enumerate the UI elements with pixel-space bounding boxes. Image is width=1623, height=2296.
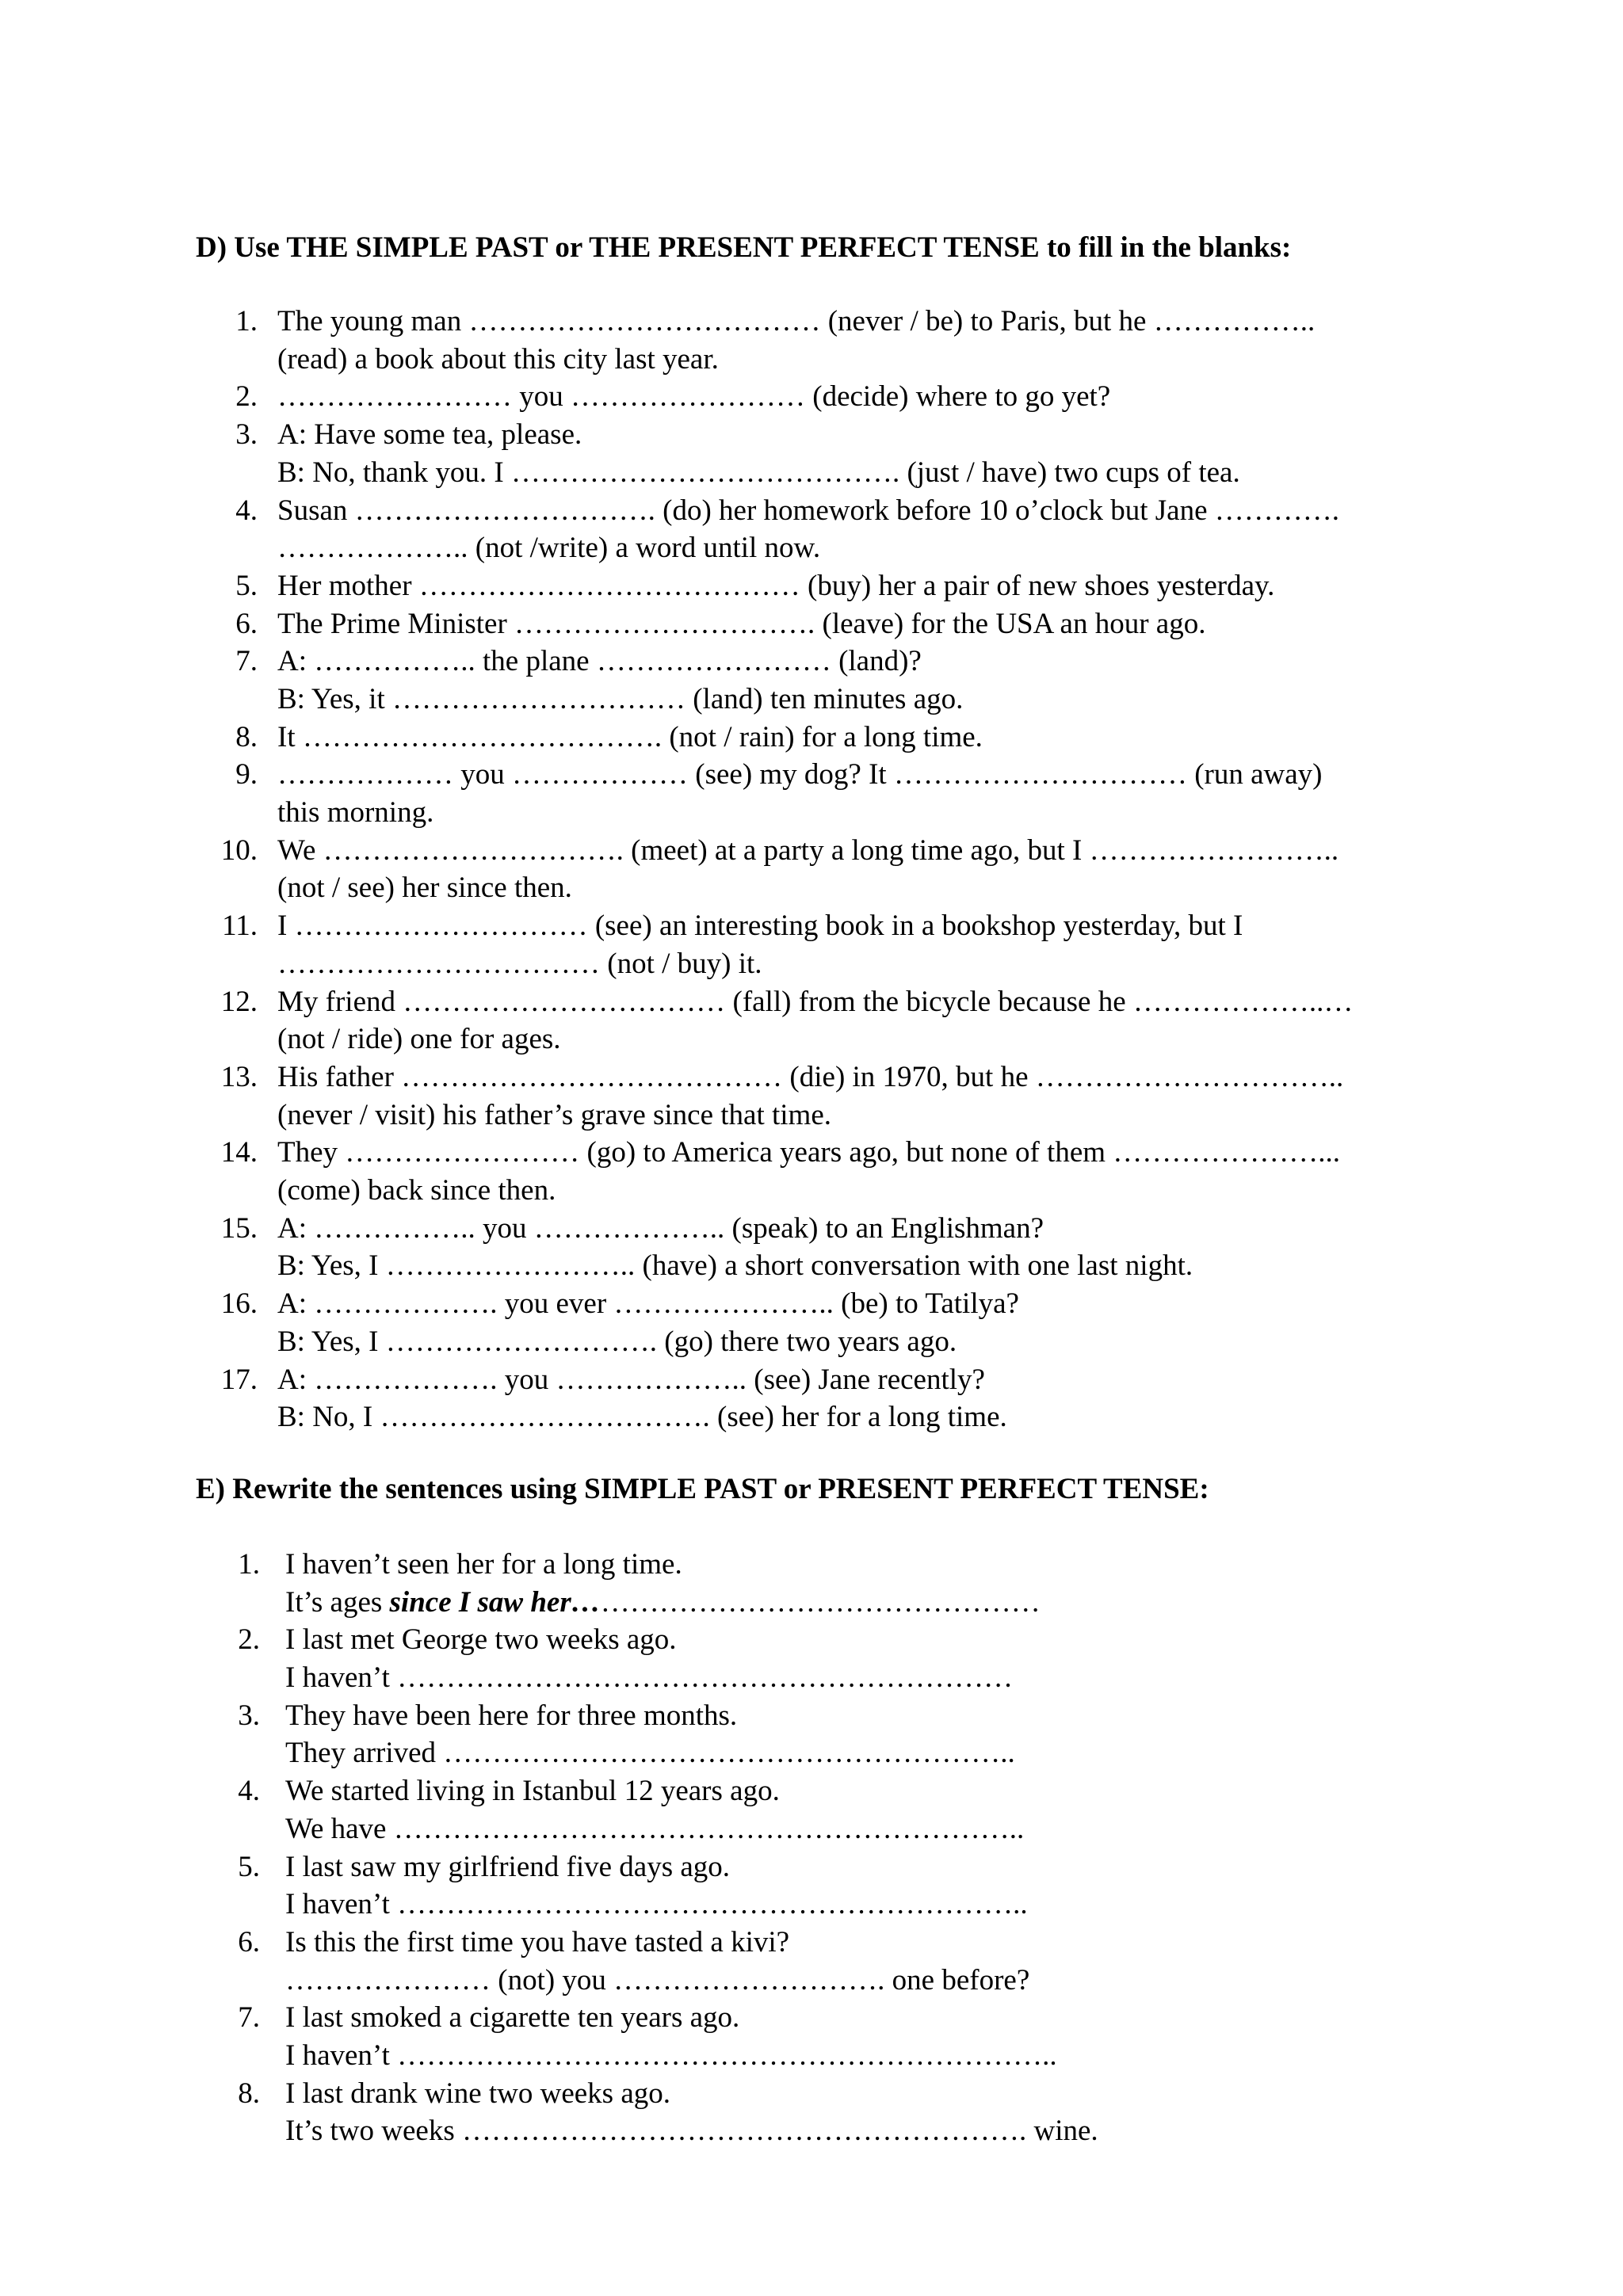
item-number: 10. (220, 833, 258, 867)
item-number: 14. (220, 1136, 258, 1169)
section-d-heading: D) Use THE SIMPLE PAST or THE PRESENT PERFECT TENSE to fill in the blanks: (196, 231, 1292, 264)
item-line: A: Have some tea, please. (277, 418, 582, 452)
item-line: Is this the first time you have tasted a kivi? (285, 1926, 790, 1958)
item-line: B: Yes, it ………………………… (land) ten minutes ago. (277, 682, 964, 715)
item-number: 8. (238, 2077, 260, 2110)
item-line: (not / see) her since then. (277, 871, 572, 905)
item-number: 1. (235, 305, 258, 338)
item-number: 6. (238, 1926, 260, 1958)
item-number: 5. (238, 1850, 260, 1883)
item-line: …………………………… (not / buy) it. (277, 947, 762, 980)
item-line: They have been here for three months. (285, 1699, 738, 1732)
item-line: A: ………………. you ever ………………….. (be) to Tatilya? (277, 1287, 1019, 1321)
item-line: The Prime Minister …………………………. (leave) for the USA an hour ago. (277, 607, 1206, 640)
item-number: 4. (235, 494, 258, 527)
item-line: I last drank wine two weeks ago. (285, 2077, 671, 2110)
item-line: It ………………………………. (not / rain) for a long time. (277, 720, 983, 753)
item-line: ……………… you ……………… (see) my dog? It ………………………… (run away) (277, 758, 1323, 791)
item-line: His father ………………………………… (die) in 1970, but he ………………………….. (277, 1061, 1344, 1093)
item-number: 7. (235, 645, 258, 678)
item-line: They arrived ………………………………………………….. (285, 1737, 1015, 1770)
item-number: 2. (238, 1623, 260, 1657)
section-e-heading: E) Rewrite the sentences using SIMPLE PAST or PRESENT PERFECT TENSE: (196, 1473, 1209, 1505)
answer-blank: ……………………………………… (600, 1585, 1041, 1619)
item-number: 5. (235, 569, 258, 602)
item-line: Her mother ………………………………… (buy) her a pair of new shoes yesterday. (277, 569, 1275, 602)
answer-prefix: It’s ages (285, 1585, 390, 1619)
item-number: 16. (220, 1287, 258, 1321)
item-line: (not / ride) one for ages. (277, 1023, 561, 1056)
item-line: ……………….. (not /write) a word until now. (277, 532, 821, 565)
item-line: I haven’t ……………………………………………………….. (285, 1888, 1028, 1921)
item-line: The young man ……………………………… (never / be) to Paris, but he …………….. (277, 305, 1316, 338)
item-number: 2. (235, 380, 258, 414)
item-number: 11. (222, 910, 258, 943)
item-line: B: No, I ……………………………. (see) her for a long time. (277, 1401, 1007, 1434)
item-line: They …………………… (go) to America years ago, but none of them …………………... (277, 1136, 1341, 1169)
item-line: I last saw my girlfriend five days ago. (285, 1850, 731, 1883)
item-number: 8. (235, 720, 258, 753)
item-line: I ………………………… (see) an interesting book in a bookshop yesterday, but I (277, 910, 1243, 943)
item-line: I haven’t ……………………………………………………… (285, 1661, 1014, 1695)
item-number: 3. (238, 1699, 260, 1732)
item-line: (never / visit) his father’s grave since that time. (277, 1098, 832, 1131)
item-line: Susan …………………………. (do) her homework before 10 o’clock but Jane …………. (277, 494, 1339, 527)
answer-example: since I saw her… (389, 1585, 601, 1619)
item-number: 7. (238, 2001, 260, 2035)
item-line: …………………… you …………………… (decide) where to go yet? (277, 380, 1111, 414)
item-line: I last smoked a cigarette ten years ago. (285, 2001, 740, 2035)
item-line: I haven’t ………………………………………………………….. (285, 2039, 1057, 2073)
item-line: It’s two weeks …………………………………………………. wine. (285, 2115, 1098, 2148)
item-number: 9. (235, 758, 258, 791)
item-answer-line (285, 1584, 1041, 1622)
item-line: B: No, thank you. I …………………………………. (just / have) two cups of tea. (277, 456, 1240, 489)
item-number: 6. (235, 607, 258, 640)
item-line: A: …………….. you ……………….. (speak) to an Englishman? (277, 1211, 1044, 1245)
item-line: We …………………………. (meet) at a party a long time ago, but I …………………….. (277, 833, 1339, 867)
item-number: 12. (220, 985, 258, 1018)
item-line: (read) a book about this city last year. (277, 342, 719, 376)
item-line: B: Yes, I ………………………. (go) there two years ago. (277, 1325, 957, 1358)
item-line: B: Yes, I …………………….. (have) a short conversation with one last night. (277, 1249, 1193, 1283)
item-number: 15. (220, 1211, 258, 1245)
item-line: I haven’t seen her for a long time. (285, 1548, 682, 1581)
item-line: I last met George two weeks ago. (285, 1623, 677, 1657)
item-number: 1. (238, 1548, 260, 1581)
item-number: 3. (235, 418, 258, 452)
item-line: We started living in Istanbul 12 years ago. (285, 1775, 780, 1808)
item-number: 13. (220, 1061, 258, 1093)
item-line: My friend …………………………… (fall) from the bicycle because he ………………..… (277, 985, 1354, 1018)
item-number: 4. (238, 1775, 260, 1808)
item-line: A: ………………. you ……………….. (see) Jane recently? (277, 1363, 985, 1396)
item-line: ………………… (not) you ………………………. one before? (285, 1963, 1030, 1997)
item-line: (come) back since then. (277, 1174, 556, 1207)
item-number: 17. (220, 1363, 258, 1396)
item-line: A: …………….. the plane …………………… (land)? (277, 645, 922, 678)
item-line: this morning. (277, 796, 434, 830)
item-line: We have ……………………………………………………….. (285, 1812, 1025, 1845)
